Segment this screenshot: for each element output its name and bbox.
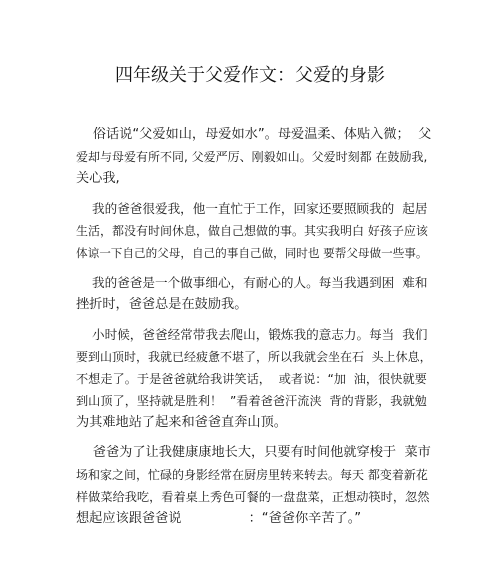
text-line: 不想走了。于是爸爸就给我讲笑话， 或者说：“加 油，很快就要 bbox=[76, 372, 427, 386]
text-line: 体谅一下自己的父母，自己的事自己做，同时也 要帮父母做一些事。 bbox=[76, 246, 428, 260]
paragraph-2 bbox=[76, 198, 432, 264]
text-line: 我的爸爸是一个做事细心，有耐心的人。每当我遇到困 难和 bbox=[76, 275, 428, 290]
paragraph-5 bbox=[76, 442, 432, 530]
text-line: 样做菜给我吃，看着桌上秀色可餐的一盘盘菜，正想动筷时，忽然 bbox=[76, 490, 430, 504]
document-body bbox=[76, 124, 432, 538]
paragraph-3 bbox=[76, 272, 432, 316]
text-line: 爱却与母爱有所不同, 父爱严厉、刚毅如山。父爱时刻都 在鼓励我, bbox=[76, 150, 428, 164]
text-line: 想起应该跟爸爸说 ：“爸爸你辛苦了。” bbox=[76, 511, 362, 526]
document-title: 四年级关于父爱作文：父爱的身影 bbox=[115, 65, 385, 86]
text-line: 俗话说“父爱如山，母爱如水”。母爱温柔、体贴入微； 父 bbox=[76, 127, 432, 142]
text-line: 为其难地站了起来和爸爸直奔山顶。 bbox=[76, 415, 287, 430]
text-line: 关心我, bbox=[76, 171, 120, 186]
text-line: 生活，都没有时间休息，做自己想做的事。其实我明白 好孩子应该 bbox=[76, 224, 428, 238]
text-line: 爸爸为了让我健康康地长大，只要有时间他就穿梭于 菜市 bbox=[76, 445, 431, 460]
text-line: 挫折时，爸爸总是在鼓励我。 bbox=[76, 297, 248, 312]
text-line: 我的爸爸很爱我，他一直忙于工作，回家还要照顾我的 起居 bbox=[76, 201, 428, 216]
text-line: 到山顶了，坚持就是胜利！ ”看着爸爸汗流浃 背的背影，我就勉 bbox=[76, 394, 427, 408]
text-line: 要到山顶时，我就已经疲惫不堪了，所以我就会坐在石 头上休息， bbox=[76, 350, 432, 364]
text-line: 小时候，爸爸经常带我去爬山，锻炼我的意志力。每当 我们 bbox=[76, 327, 428, 342]
text-line: 场和家之间，忙碌的身影经常在厨房里转来转去。每天 都变着新花 bbox=[76, 468, 428, 482]
paragraph-1 bbox=[76, 124, 432, 190]
paragraph-4 bbox=[76, 324, 432, 434]
